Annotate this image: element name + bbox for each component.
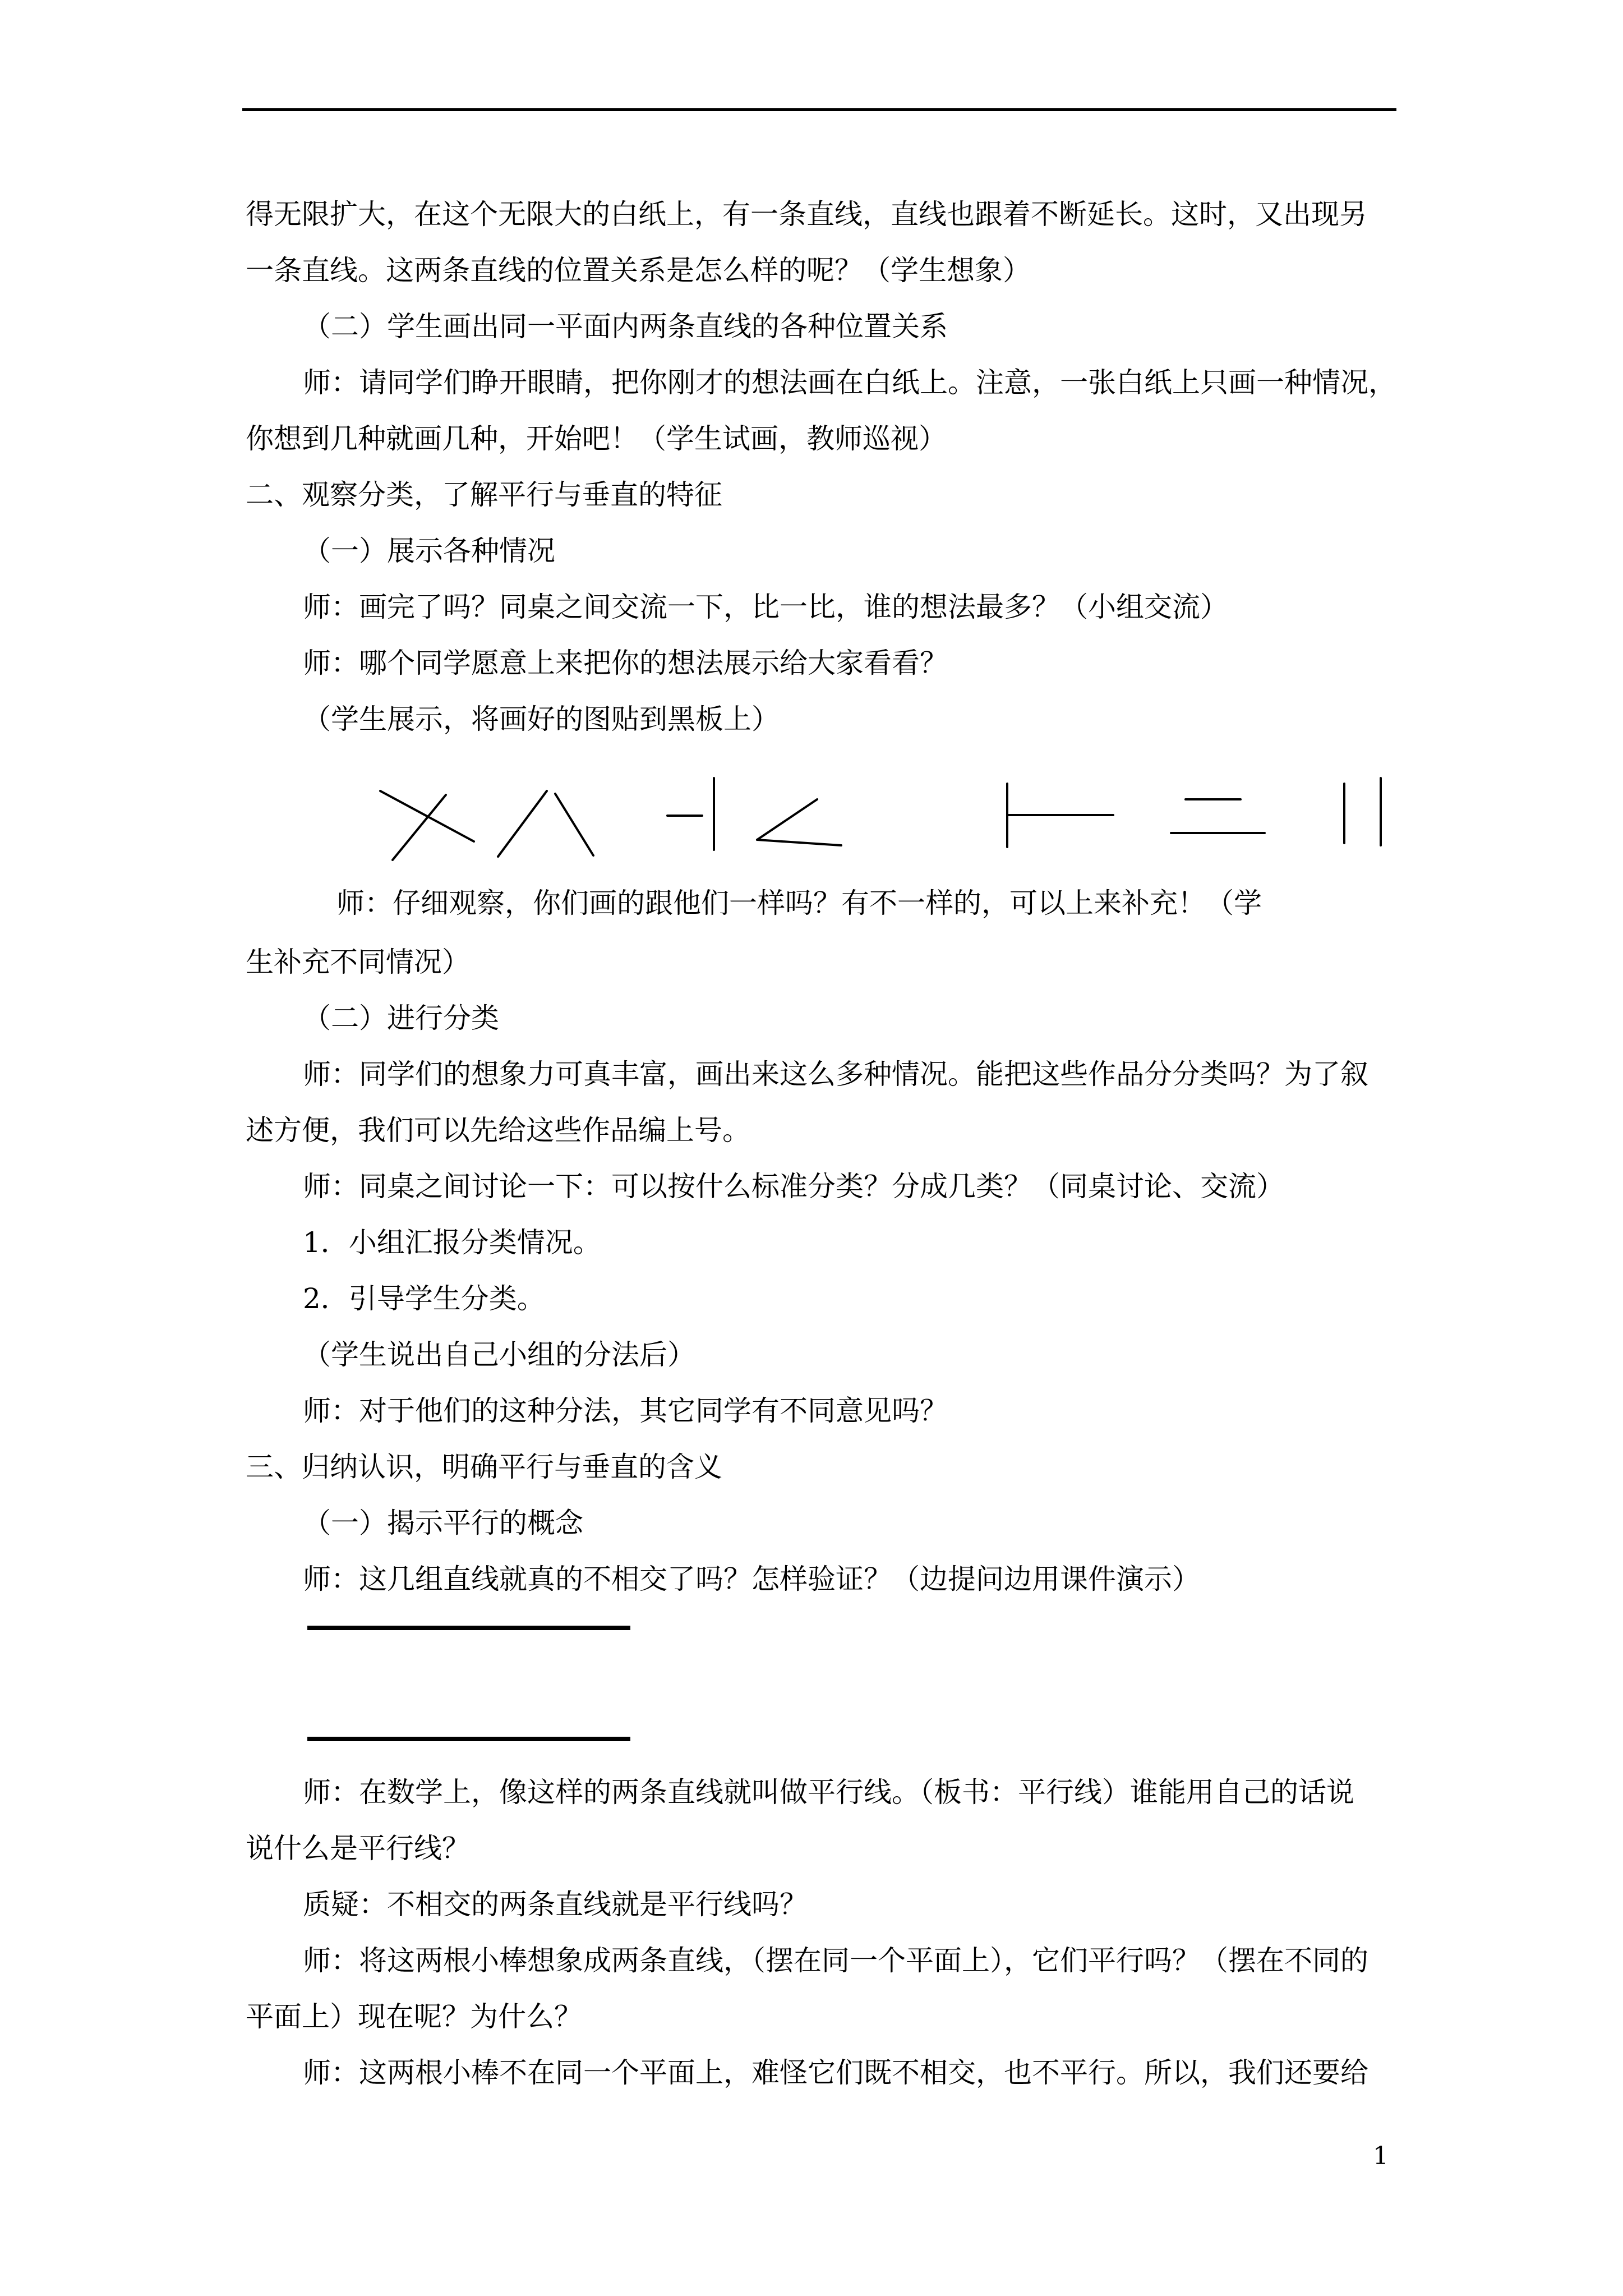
text-line: （学生说出自己小组的分法后） bbox=[303, 1338, 695, 1371]
text-line: 1．小组汇报分类情况。 bbox=[303, 1226, 601, 1259]
page-number: 1 bbox=[1373, 2142, 1389, 2170]
text-line: 师：将这两根小棒想象成两条直线，（摆在同一个平面上），它们平行吗？（摆在不同的 bbox=[303, 1944, 1368, 1977]
text-line: （二）学生画出同一平面内两条直线的各种位置关系 bbox=[303, 310, 948, 343]
figure-acute-angle bbox=[757, 799, 841, 845]
text-line: 师：在数学上，像这样的两条直线就叫做平行线。（板书：平行线）谁能用自己的话说 bbox=[303, 1776, 1354, 1809]
figure-crossing-lines bbox=[380, 791, 474, 860]
text-line: 质疑：不相交的两条直线就是平行线吗？ bbox=[303, 1888, 808, 1921]
text-line: 师：这几组直线就真的不相交了吗？怎样验证？（边提问边用课件演示） bbox=[303, 1563, 1200, 1595]
header-rule bbox=[242, 108, 1396, 111]
text-line: 师：同学们的想象力可真丰富，画出来这么多种情况。能把这些作品分分类吗？为了叙 bbox=[303, 1058, 1368, 1091]
text-line: 得无限扩大，在这个无限大的白纸上，有一条直线，直线也跟着不断延长。这时，又出现另 bbox=[246, 198, 1367, 231]
figure-perpendicular-meeting bbox=[1007, 784, 1113, 847]
text-line: 师：这两根小棒不在同一个平面上，难怪它们既不相交，也不平行。所以，我们还要给 bbox=[303, 2056, 1368, 2089]
text-line: 师：同桌之间讨论一下：可以按什么标准分类？分成几类？（同桌讨论、交流） bbox=[303, 1170, 1284, 1203]
text-line: 说什么是平行线？ bbox=[246, 1832, 470, 1865]
text-line: 平面上）现在呢？为什么？ bbox=[246, 2000, 582, 2033]
text-line: （一）展示各种情况 bbox=[303, 535, 555, 567]
text-line: 师：仔细观察，你们画的跟他们一样吗？有不一样的，可以上来补充！（学 bbox=[336, 887, 1262, 919]
text-line: 二、观察分类，了解平行与垂直的特征 bbox=[246, 478, 722, 511]
text-line: （一）揭示平行的概念 bbox=[303, 1507, 583, 1539]
text-line: 师：对于他们的这种分法，其它同学有不同意见吗？ bbox=[303, 1395, 948, 1427]
figure-t-shape bbox=[667, 778, 714, 850]
text-line: 三、归纳认识，明确平行与垂直的含义 bbox=[246, 1451, 722, 1483]
line-position-figures bbox=[359, 771, 1402, 872]
figure-parallel-vertical bbox=[1344, 778, 1381, 845]
text-line: 你想到几种就画几种，开始吧！（学生试画，教师巡视） bbox=[246, 422, 947, 455]
parallel-lines-demo bbox=[297, 1616, 639, 1750]
text-line: 2．引导学生分类。 bbox=[303, 1282, 545, 1315]
text-line: 师：请同学们睁开眼睛，把你刚才的想法画在白纸上。注意，一张白纸上只画一种情况， bbox=[303, 366, 1396, 399]
text-line: 师：哪个同学愿意上来把你的想法展示给大家看看？ bbox=[303, 647, 948, 679]
text-line: 师：画完了吗？同桌之间交流一下，比一比，谁的想法最多？（小组交流） bbox=[303, 591, 1228, 623]
text-line: 述方便，我们可以先给这些作品编上号。 bbox=[246, 1114, 750, 1147]
text-line: （学生展示，将画好的图贴到黑板上） bbox=[303, 703, 780, 735]
text-line: （二）进行分类 bbox=[303, 1002, 499, 1034]
figure-inverted-v bbox=[498, 791, 593, 857]
figure-parallel-horizontal bbox=[1171, 799, 1265, 833]
text-line: 生补充不同情况） bbox=[246, 946, 470, 978]
text-line: 一条直线。这两条直线的位置关系是怎么样的呢？（学生想象） bbox=[246, 254, 1031, 287]
